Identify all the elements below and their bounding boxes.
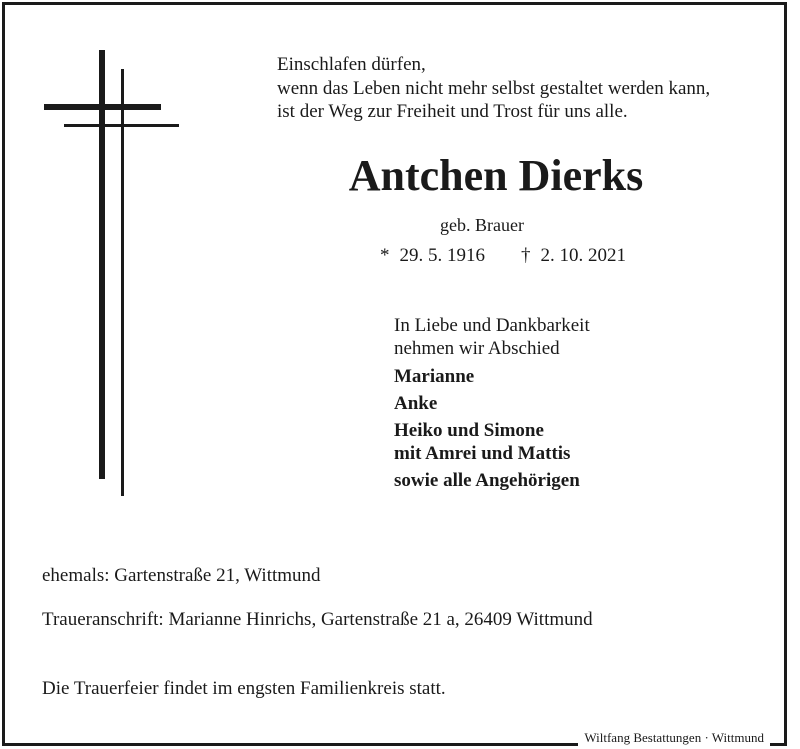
former-address: ehemals: Gartenstraße 21, Wittmund	[42, 565, 321, 586]
farewell-text	[394, 315, 590, 360]
farewell-line: In Liebe und Dankbarkeit	[394, 315, 590, 336]
motto-verse	[277, 53, 710, 124]
cross-icon-crossbar-thin	[64, 124, 179, 127]
cross-icon	[99, 50, 105, 479]
motto-line: Einschlafen dürfen,	[277, 54, 426, 75]
mourner-name: Anke	[394, 393, 438, 414]
mourner-name: sowie alle Angehörigen	[394, 470, 580, 491]
cross-icon-crossbar	[44, 104, 161, 110]
death-date-value: 2. 10. 2021	[540, 245, 626, 266]
mourner-name: Heiko und Simone	[394, 420, 544, 441]
death-date	[521, 244, 626, 268]
motto-line: wenn das Leben nicht mehr selbst gestaltet werden kann,	[277, 77, 711, 99]
maiden-name: geb. Brauer	[440, 215, 524, 235]
funeral-note: Die Trauerfeier findet im engsten Familienkreis statt.	[42, 678, 446, 699]
birth-date-value: 29. 5. 1916	[399, 245, 485, 266]
undertaker-credit: Wiltfang Bestattungen · Wittmund	[578, 729, 770, 747]
birth-date	[380, 244, 485, 268]
mourning-address: Traueranschrift: Marianne Hinrichs, Gartenstraße 21 a, 26409 Wittmund	[42, 609, 593, 630]
mourner-name: mit Amrei und Mattis	[394, 443, 571, 464]
farewell-line: nehmen wir Abschied	[394, 337, 560, 359]
deceased-name: Antchen Dierks	[348, 151, 644, 200]
mourner-name: Marianne	[394, 366, 475, 387]
cross-icon-vertical-line	[121, 69, 124, 496]
death-cross-icon: †	[521, 245, 531, 266]
birth-star-icon: *	[380, 245, 390, 266]
motto-line: ist der Weg zur Freiheit und Trost für uns alle.	[277, 101, 628, 122]
